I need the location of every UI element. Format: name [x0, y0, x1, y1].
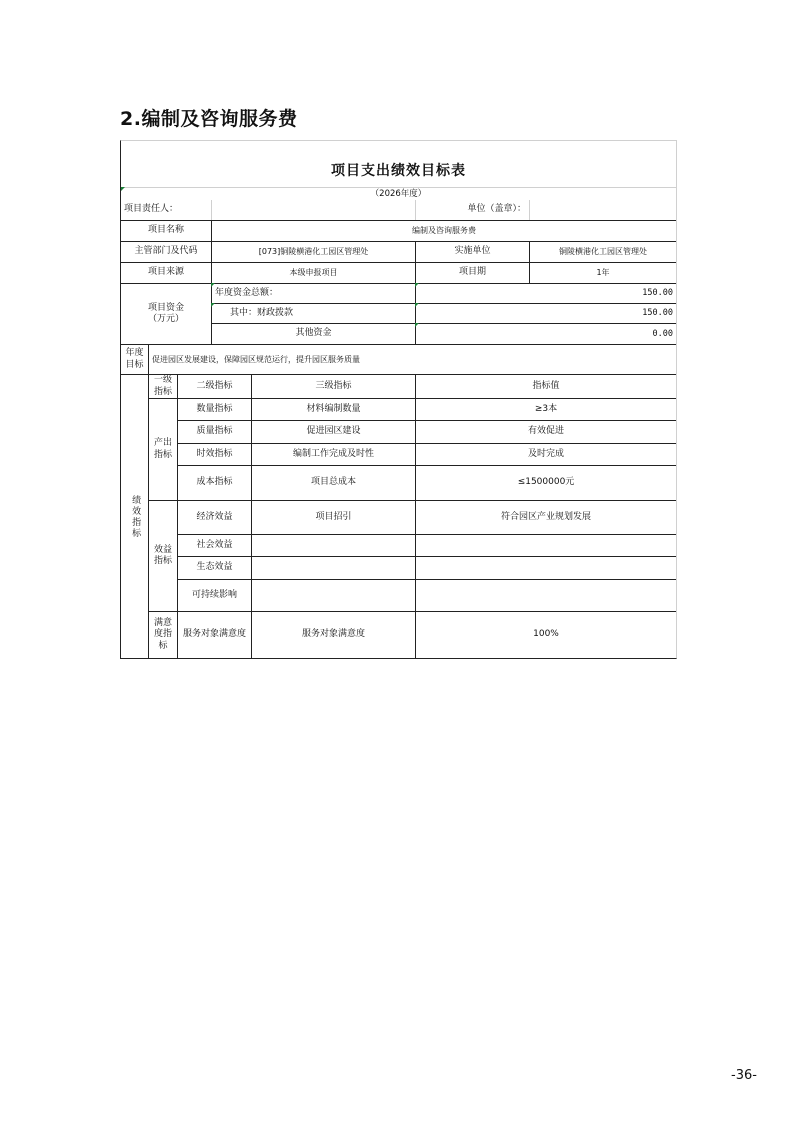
output-val-cost: ≤1500000元	[415, 465, 676, 500]
goal-label: 年度 目标	[121, 344, 148, 374]
effect-l2-social: 社会效益	[177, 534, 251, 556]
effect-l3-social	[251, 534, 415, 556]
performance-target-table	[120, 140, 677, 659]
output-l3-quality: 促进园区建设	[251, 420, 415, 443]
section-heading: 2.编制及咨询服务费	[120, 108, 298, 130]
dept-label: 主管部门及代码	[121, 241, 211, 262]
output-l3-timeliness: 编制工作完成及时性	[251, 443, 415, 465]
sat-val: 100%	[415, 611, 676, 658]
effect-l2-economic: 经济效益	[177, 500, 251, 534]
project-name-value: 编制及咨询服务费	[211, 220, 676, 241]
page-number: -36-	[731, 1068, 757, 1083]
impl-label: 实施单位	[415, 241, 529, 262]
responsible-value	[211, 200, 415, 220]
output-val-timeliness: 及时完成	[415, 443, 676, 465]
sat-label: 满意 度指 标	[148, 611, 177, 658]
table-year: （2026年度）	[121, 187, 676, 200]
funds-fiscal-label: 其中：财政拨款	[211, 303, 415, 323]
effect-val-social	[415, 534, 676, 556]
responsible-label: 项目责任人：	[124, 204, 179, 215]
impl-value: 铜陵横港化工园区管理处	[529, 241, 676, 262]
source-label: 项目来源	[121, 262, 211, 283]
dept-value: [073]铜陵横港化工园区管理处	[211, 241, 415, 262]
output-label: 产出 指标	[148, 398, 177, 500]
output-l2-quantity: 数量指标	[177, 398, 251, 420]
project-name-label: 项目名称	[121, 220, 211, 241]
output-l3-quantity: 材料编制数量	[251, 398, 415, 420]
period-label: 项目期	[415, 262, 529, 283]
funds-total-value: 150.00	[415, 283, 676, 303]
output-l2-cost: 成本指标	[177, 465, 251, 500]
effect-l3-economic: 项目招引	[251, 500, 415, 534]
source-value: 本级申报项目	[211, 262, 415, 283]
effect-val-economic: 符合园区产业规划发展	[415, 500, 676, 534]
output-l3-cost: 项目总成本	[251, 465, 415, 500]
effect-val-ecological	[415, 556, 676, 579]
funds-label: 项目资金 （万元）	[121, 283, 211, 344]
effect-l2-ecological: 生态效益	[177, 556, 251, 579]
effect-l2-sustainable: 可持续影响	[177, 579, 251, 611]
header-l2: 二级指标	[177, 374, 251, 398]
funds-fiscal-value: 150.00	[415, 303, 676, 323]
effect-l3-sustainable	[251, 579, 415, 611]
table-title: 项目支出绩效目标表	[331, 163, 466, 180]
unit-value	[529, 200, 676, 220]
goal-value: 促进园区发展建设，保障园区规范运行，提升园区服务质量	[148, 344, 676, 374]
output-val-quantity: ≥3本	[415, 398, 676, 420]
output-val-quality: 有效促进	[415, 420, 676, 443]
effect-label: 效益 指标	[148, 500, 177, 611]
funds-other-label: 其他资金	[211, 323, 415, 344]
sat-l2: 服务对象满意度	[177, 611, 251, 658]
funds-total-label: 年度资金总额：	[211, 283, 415, 303]
period-value: 1年	[529, 262, 676, 283]
unit-label: 单位（盖章）：	[415, 200, 529, 220]
funds-other-value: 0.00	[415, 323, 676, 344]
header-l3: 三级指标	[251, 374, 415, 398]
header-l1: 一级 指标	[148, 374, 177, 398]
sat-l3: 服务对象满意度	[251, 611, 415, 658]
perf-label: 绩效指标	[121, 374, 148, 658]
output-l2-timeliness: 时效指标	[177, 443, 251, 465]
effect-l3-ecological	[251, 556, 415, 579]
output-l2-quality: 质量指标	[177, 420, 251, 443]
header-val: 指标值	[415, 374, 676, 398]
effect-val-sustainable	[415, 579, 676, 611]
